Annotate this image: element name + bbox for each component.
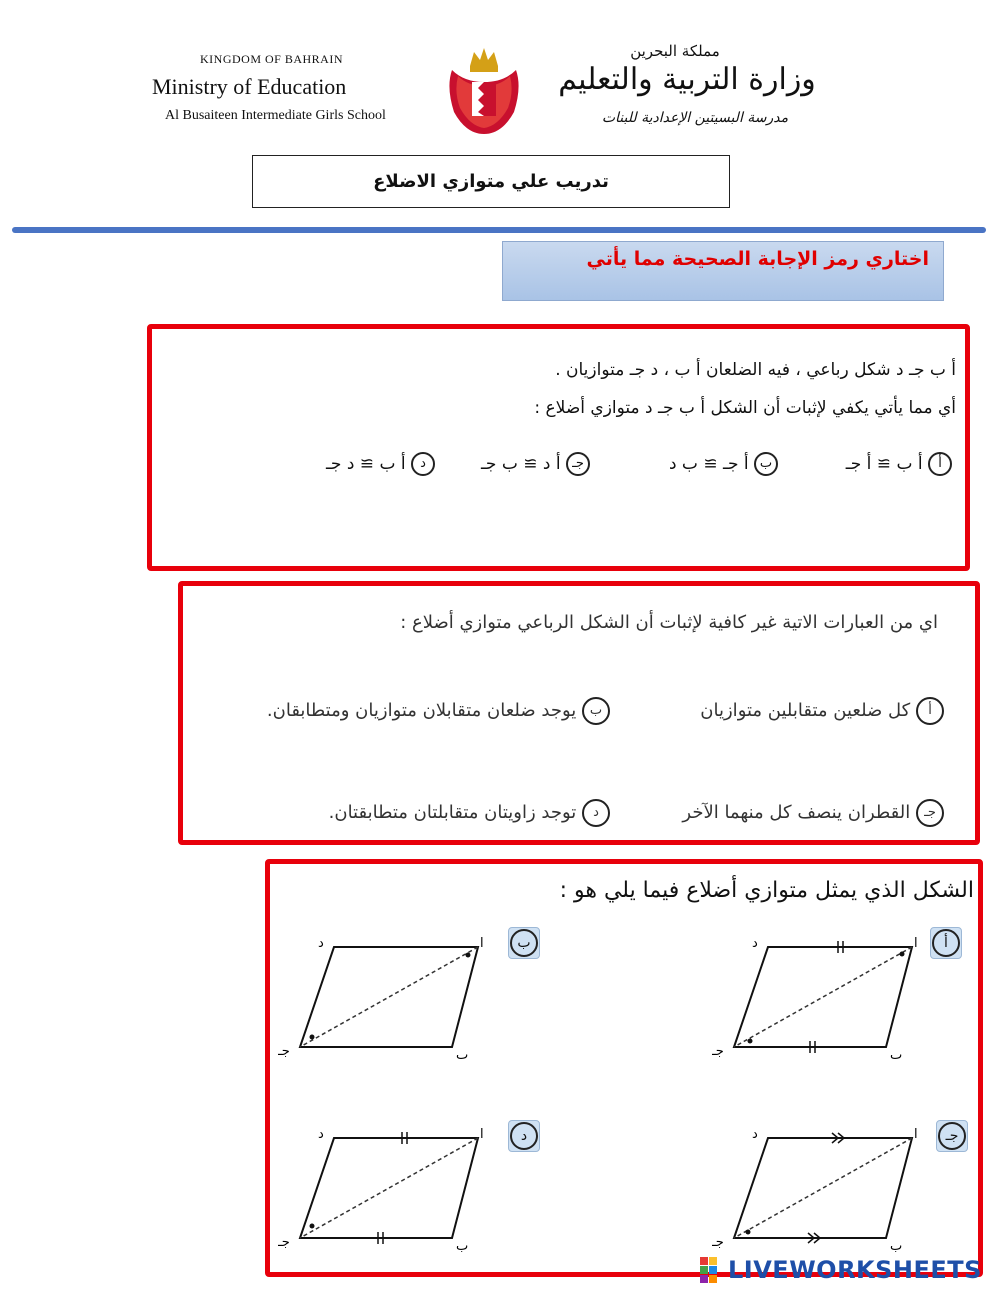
q2-option-d-label: د xyxy=(582,799,610,827)
q3-figure-a-vertex-d: د xyxy=(752,936,758,951)
q1-question: أي مما يأتي يكفي لإثبات أن الشكل أ ب جـ د متوازي أضلاع : xyxy=(534,398,956,418)
q2-question: اي من العبارات الاتية غير كافية لإثبات أن الشكل الرباعي متوازي أضلاع : xyxy=(400,612,938,633)
q3-figure-a-vertex-b: ب xyxy=(890,1048,903,1060)
q3-figure-c-parallelogram xyxy=(712,1128,927,1253)
q1-option-b[interactable] xyxy=(669,452,778,476)
header-ar-kingdom: مملكة البحرين xyxy=(630,42,720,60)
q3-figure-a-label[interactable]: أ xyxy=(930,927,962,959)
q1-option-d-label: د xyxy=(411,452,435,476)
q3-figure-a-parallelogram xyxy=(712,935,927,1060)
q3-figure-b-label[interactable]: ب xyxy=(508,927,540,959)
q2-option-c-label: جـ xyxy=(916,799,944,827)
q3-figure-c-vertex-d: د xyxy=(752,1128,758,1142)
q3-figure-b-vertex-d: د xyxy=(318,936,324,951)
q3-figure-b-vertex-b: ب xyxy=(456,1048,469,1060)
header-kingdom: KINGDOM OF BAHRAIN xyxy=(200,52,344,66)
q1-option-b-text: أ جـ ≅ ب د xyxy=(668,454,749,474)
q2-option-b-text: يوجد ضلعان متقابلان متوازيان ومتطابقان. xyxy=(266,700,577,721)
q2-option-d-text: توجد زاويتان متقابلتان متطابقتان. xyxy=(328,802,577,823)
q1-option-a-label: أ xyxy=(928,452,952,476)
q1-option-b-label: ب xyxy=(754,452,778,476)
q1-option-a[interactable] xyxy=(846,452,952,476)
q3-figure-c-label[interactable]: جـ xyxy=(936,1120,968,1152)
q3-figure-a-vertex-c: جـ xyxy=(712,1044,724,1059)
q3-figure-d-vertex-d: د xyxy=(318,1128,324,1142)
q2-option-c-text: القطران ينصف كل منهما الآخر xyxy=(682,802,911,823)
q3-figure-b-vertex-a: ا xyxy=(480,936,484,951)
header-ar-school: مدرسة البسيتين الإعدادية للبنات xyxy=(601,110,789,126)
q2-option-a-text: كل ضلعين متقابلين متوازيان xyxy=(700,700,911,721)
q1-option-c-text: أ د ≅ ب جـ xyxy=(480,454,561,474)
q3-figure-c-vertex-c: جـ xyxy=(712,1235,724,1250)
header-school: Al Busaiteen Intermediate Girls School xyxy=(165,108,386,123)
q3-figure-d-vertex-c: جـ xyxy=(278,1235,290,1250)
q1-option-c-label: جـ xyxy=(566,452,590,476)
q1-option-d-text: أ ب ≅ د جـ xyxy=(325,454,406,474)
q3-figure-d-vertex-a: ا xyxy=(480,1128,484,1142)
liveworksheets-watermark xyxy=(700,1256,982,1284)
q1-option-d[interactable] xyxy=(326,452,435,476)
header-divider xyxy=(12,227,986,233)
q2-option-b[interactable] xyxy=(267,697,610,725)
q1-statement: أ ب جـ د شكل رباعي ، فيه الضلعان أ ب ، د جـ متوازيان . xyxy=(555,360,956,380)
q2-option-b-label: ب xyxy=(582,697,610,725)
q3-figure-d-vertex-b: ب xyxy=(456,1239,469,1253)
q2-option-d[interactable] xyxy=(329,799,610,827)
instruction-banner: اختاري رمز الإجابة الصحيحة مما يأتي xyxy=(502,241,944,301)
header-ministry: Ministry of Education xyxy=(152,74,347,99)
q1-option-c[interactable] xyxy=(481,452,590,476)
liveworksheets-logo-icon xyxy=(700,1257,728,1283)
q3-figure-c-vertex-a: ا xyxy=(914,1128,918,1142)
q1-option-a-text: أ ب ≅ أ جـ xyxy=(845,454,923,474)
q3-figure-d-parallelogram xyxy=(278,1128,493,1253)
q3-figure-b-vertex-c: جـ xyxy=(278,1044,290,1059)
q3-figure-c-vertex-b: ب xyxy=(890,1239,903,1253)
q2-option-a-label: أ xyxy=(916,697,944,725)
watermark-text: LIVEWORKSHEETS xyxy=(728,1256,982,1284)
q3-figure-b-parallelogram xyxy=(278,935,493,1060)
q3-question: الشكل الذي يمثل متوازي أضلاع فيما يلي هو : xyxy=(559,878,974,903)
bahrain-emblem-icon xyxy=(444,42,524,137)
q3-figure-d-label[interactable]: د xyxy=(508,1120,540,1152)
q3-figure-a-vertex-a: ا xyxy=(914,936,918,951)
header-ar-ministry: وزارة التربية والتعليم xyxy=(558,62,816,97)
q2-option-c[interactable] xyxy=(682,799,944,827)
worksheet-title: تدريب علي متوازي الاضلاع xyxy=(252,155,730,208)
q2-option-a[interactable] xyxy=(700,697,944,725)
